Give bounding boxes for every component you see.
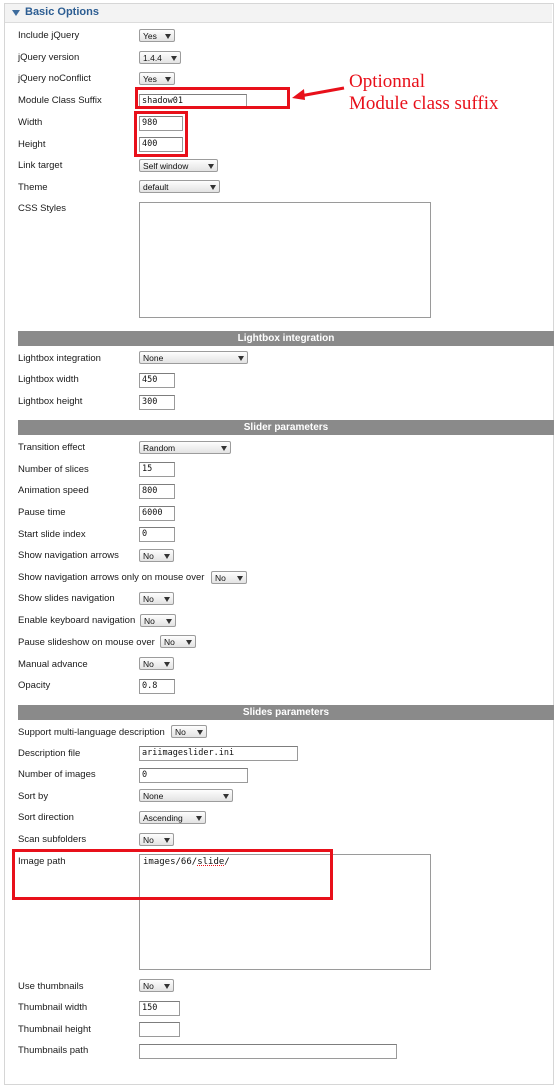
- dropdown-arrow-icon: [238, 356, 244, 361]
- lightbox-integration-select[interactable]: [139, 351, 248, 364]
- pause-time-label: Pause time: [18, 507, 66, 518]
- scan-subfolders-value: No: [143, 835, 154, 845]
- dropdown-arrow-icon: [166, 619, 172, 624]
- lightbox-integration-value: None: [143, 353, 164, 363]
- link-target-value: Self window: [143, 161, 189, 171]
- scan-subfolders-select[interactable]: [139, 833, 174, 846]
- show-slides-nav-value: No: [143, 594, 154, 604]
- dropdown-arrow-icon: [186, 640, 192, 645]
- module-class-suffix-label: Module Class Suffix: [18, 95, 102, 106]
- dropdown-arrow-icon: [165, 34, 171, 39]
- pause-on-hover-value: No: [164, 637, 175, 647]
- dropdown-arrow-icon: [164, 984, 170, 989]
- dropdown-arrow-icon: [210, 185, 216, 190]
- keyboard-nav-value: No: [144, 616, 155, 626]
- thumbnail-width-label: Thumbnail width: [18, 1002, 88, 1013]
- jquery-version-value: 1.4.4: [143, 53, 162, 63]
- sort-by-select[interactable]: [139, 789, 233, 802]
- keyboard-nav-select[interactable]: [140, 614, 176, 627]
- jquery-noconflict-select[interactable]: [139, 72, 175, 85]
- opacity-input[interactable]: 0.8: [139, 679, 175, 694]
- css-styles-label: CSS Styles: [18, 203, 67, 214]
- description-file-input[interactable]: ariimageslider.ini: [139, 746, 298, 761]
- width-input[interactable]: 980: [139, 116, 183, 131]
- annotation-line1: Optionnal: [349, 71, 425, 92]
- image-path-label: Image path: [18, 856, 66, 867]
- lightbox-height-input[interactable]: 300: [139, 395, 175, 410]
- include-jquery-value: Yes: [143, 31, 157, 41]
- thumbnail-height-label: Thumbnail height: [18, 1024, 91, 1035]
- dropdown-arrow-icon: [171, 56, 177, 61]
- transition-effect-label: Transition effect: [18, 442, 86, 453]
- show-nav-arrows-value: No: [143, 551, 154, 561]
- manual-advance-select[interactable]: [139, 657, 174, 670]
- link-target-label: Link target: [18, 160, 63, 171]
- theme-select[interactable]: [139, 180, 220, 193]
- thumbnail-height-input[interactable]: [139, 1022, 180, 1037]
- basic-options-header[interactable]: [5, 4, 552, 23]
- width-label: Width: [18, 117, 43, 128]
- dropdown-arrow-icon: [208, 164, 214, 169]
- jquery-version-select[interactable]: [139, 51, 181, 64]
- animation-speed-input[interactable]: 800: [139, 484, 175, 499]
- dropdown-arrow-icon: [197, 730, 203, 735]
- annotation-arrow-icon: [290, 84, 346, 102]
- thumbnails-path-label: Thumbnails path: [18, 1045, 89, 1056]
- show-slides-nav-label: Show slides navigation: [18, 593, 115, 604]
- dropdown-arrow-icon: [237, 576, 243, 581]
- number-of-images-label: Number of images: [18, 769, 96, 780]
- thumbnails-path-input[interactable]: [139, 1044, 397, 1059]
- dropdown-arrow-icon: [164, 838, 170, 843]
- slides-section-header: Slides parameters: [18, 705, 554, 720]
- transition-effect-value: Random: [143, 443, 176, 453]
- scan-subfolders-label: Scan subfolders: [18, 834, 87, 845]
- manual-advance-label: Manual advance: [18, 659, 88, 670]
- dropdown-arrow-icon: [164, 597, 170, 602]
- css-styles-textarea[interactable]: [139, 202, 431, 318]
- image-path-prefix: images/66/: [143, 857, 198, 867]
- dropdown-arrow-icon: [196, 816, 202, 821]
- dropdown-arrow-icon: [165, 77, 171, 82]
- dropdown-arrow-icon: [223, 794, 229, 799]
- show-nav-arrows-label: Show navigation arrows: [18, 550, 119, 561]
- annotation-line2: Module class suffix: [349, 93, 499, 114]
- transition-effect-select[interactable]: [139, 441, 231, 454]
- show-nav-arrows-select[interactable]: [139, 549, 174, 562]
- jquery-noconflict-value: Yes: [143, 74, 157, 84]
- multi-lang-desc-select[interactable]: [171, 725, 207, 738]
- thumbnail-width-input[interactable]: 150: [139, 1001, 180, 1016]
- description-file-label: Description file: [18, 748, 81, 759]
- show-slides-nav-select[interactable]: [139, 592, 174, 605]
- show-nav-arrows-hover-select[interactable]: [211, 571, 247, 584]
- start-slide-index-input[interactable]: 0: [139, 527, 175, 542]
- height-label: Height: [18, 139, 46, 150]
- number-of-slices-label: Number of slices: [18, 464, 89, 475]
- pause-time-input[interactable]: 6000: [139, 506, 175, 521]
- lightbox-height-label: Lightbox height: [18, 396, 83, 407]
- dropdown-arrow-icon: [164, 554, 170, 559]
- sort-by-label: Sort by: [18, 791, 49, 802]
- collapse-triangle-icon: [12, 10, 20, 16]
- image-path-word: slide: [197, 857, 225, 867]
- include-jquery-select[interactable]: [139, 29, 175, 42]
- panel-title: Basic Options: [25, 6, 99, 18]
- sort-direction-label: Sort direction: [18, 812, 74, 823]
- number-of-slices-input[interactable]: 15: [139, 462, 175, 477]
- lightbox-width-input[interactable]: 450: [139, 373, 175, 388]
- theme-label: Theme: [18, 182, 48, 193]
- multi-lang-desc-value: No: [175, 727, 186, 737]
- lightbox-width-label: Lightbox width: [18, 374, 79, 385]
- highlight-suffix-box: [135, 87, 290, 109]
- show-nav-arrows-hover-label: Show navigation arrows only on mouse over: [18, 572, 205, 583]
- jquery-version-label: jQuery version: [18, 52, 80, 63]
- slider-section-header: Slider parameters: [18, 420, 554, 435]
- theme-value: default: [143, 182, 169, 192]
- sort-by-value: None: [143, 791, 164, 801]
- lightbox-section-header: Lightbox integration: [18, 331, 554, 346]
- pause-on-hover-select[interactable]: [160, 635, 196, 648]
- lightbox-integration-label: Lightbox integration: [18, 353, 101, 364]
- use-thumbnails-label: Use thumbnails: [18, 981, 84, 992]
- include-jquery-label: Include jQuery: [18, 30, 80, 41]
- sort-direction-value: Ascending: [143, 813, 183, 823]
- link-target-select[interactable]: [139, 159, 218, 172]
- height-input[interactable]: 400: [139, 137, 183, 152]
- use-thumbnails-select[interactable]: [139, 979, 174, 992]
- dropdown-arrow-icon: [164, 662, 170, 667]
- pause-on-hover-label: Pause slideshow on mouse over: [18, 637, 155, 648]
- start-slide-index-label: Start slide index: [18, 529, 86, 540]
- manual-advance-value: No: [143, 659, 154, 669]
- dropdown-arrow-icon: [221, 446, 227, 451]
- jquery-noconflict-label: jQuery noConflict: [18, 73, 91, 84]
- sort-direction-select[interactable]: [139, 811, 206, 824]
- show-nav-arrows-hover-value: No: [215, 573, 226, 583]
- animation-speed-label: Animation speed: [18, 485, 89, 496]
- use-thumbnails-value: No: [143, 981, 154, 991]
- multi-lang-desc-label: Support multi-language description: [18, 727, 165, 738]
- highlight-image-path-box: [12, 849, 333, 900]
- number-of-images-input[interactable]: 0: [139, 768, 248, 783]
- image-path-suffix: /: [224, 857, 230, 867]
- highlight-dimensions-box: [134, 111, 188, 157]
- opacity-label: Opacity: [18, 680, 51, 691]
- keyboard-nav-label: Enable keyboard navigation: [18, 615, 136, 626]
- module-class-suffix-input[interactable]: shadow01: [139, 94, 247, 109]
